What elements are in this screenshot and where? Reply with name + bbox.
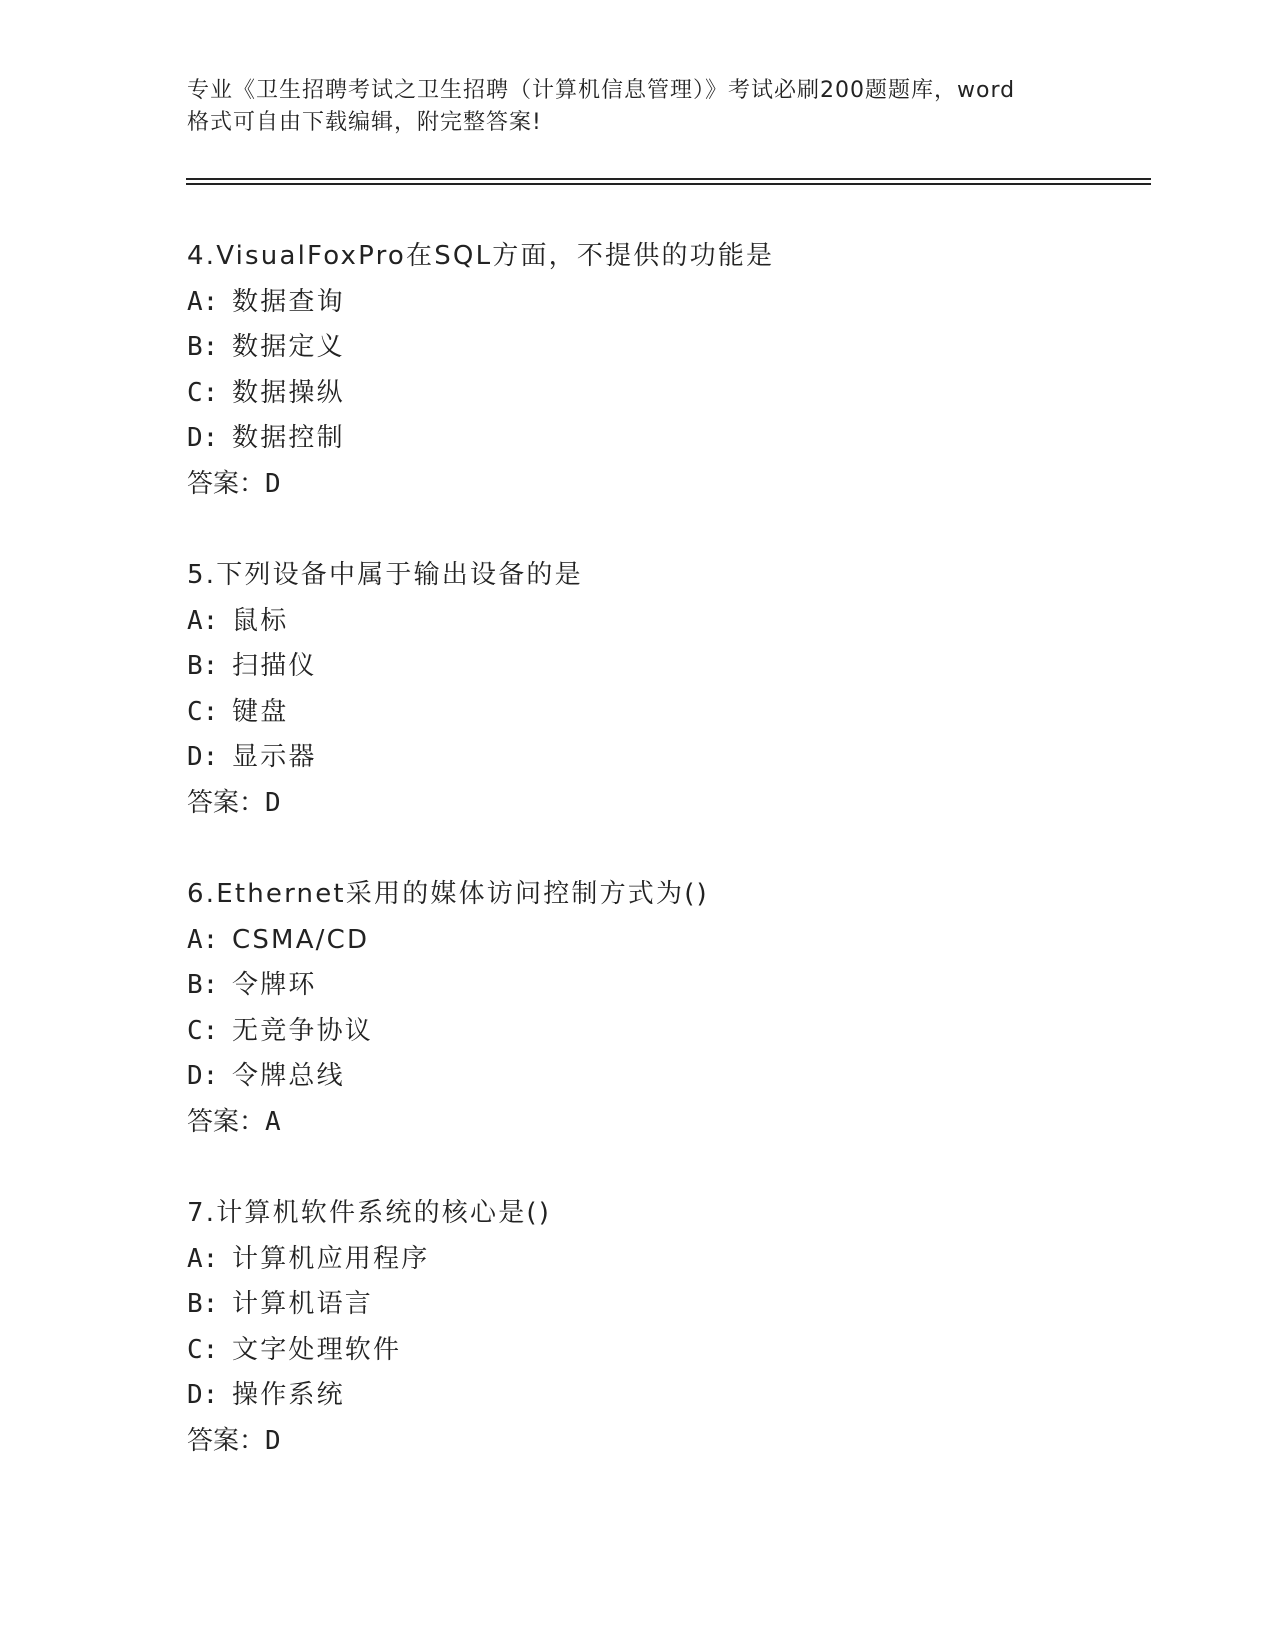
option-c xyxy=(187,690,1187,736)
option-b xyxy=(187,325,1187,371)
question-block xyxy=(187,553,1187,826)
option-c xyxy=(187,371,1187,417)
option-text: 鼠标 xyxy=(232,605,289,636)
option-key: B: xyxy=(187,1289,219,1319)
document-header xyxy=(187,75,1087,139)
option-key: C: xyxy=(187,377,219,408)
option-d xyxy=(187,1054,1187,1100)
option-a xyxy=(187,280,1187,326)
option-text: 无竞争协议 xyxy=(232,1015,374,1046)
option-key: B: xyxy=(187,970,219,1000)
option-c xyxy=(187,1009,1187,1055)
option-text: 键盘 xyxy=(232,696,289,727)
option-key: C: xyxy=(187,1015,219,1046)
option-key: D: xyxy=(187,423,219,453)
header-line-2: 格式可自由下载编辑，附完整答案! xyxy=(187,110,542,135)
answer-line xyxy=(187,1419,1187,1465)
option-key: D: xyxy=(187,742,219,772)
option-text: 显示器 xyxy=(232,742,317,772)
option-text: CSMA/CD xyxy=(232,924,370,955)
option-key: A: xyxy=(187,1243,219,1274)
header-divider-top xyxy=(186,178,1151,180)
option-b xyxy=(187,963,1187,1009)
answer-label: 答案： xyxy=(187,1425,266,1456)
option-text: 令牌总线 xyxy=(232,1061,345,1091)
option-key: A: xyxy=(187,286,219,317)
option-text: 数据查询 xyxy=(232,286,345,317)
option-text: 操作系统 xyxy=(232,1380,345,1410)
question-block xyxy=(187,234,1187,507)
option-d xyxy=(187,416,1187,462)
option-key: B: xyxy=(187,651,219,681)
option-key: D: xyxy=(187,1061,219,1091)
answer-label: 答案： xyxy=(187,1106,266,1137)
question-text: 7.计算机软件系统的核心是() xyxy=(187,1198,552,1228)
answer-label: 答案： xyxy=(187,787,266,818)
question-block xyxy=(187,872,1187,1145)
answer-line xyxy=(187,462,1187,508)
header-line-1: 专业《卫生招聘考试之卫生招聘（计算机信息管理）》考试必刷200题题库，word xyxy=(187,78,1016,103)
option-d xyxy=(187,1373,1187,1419)
option-text: 数据定义 xyxy=(232,332,345,362)
question-text: 5.下列设备中属于输出设备的是 xyxy=(187,560,583,590)
answer-value: D xyxy=(265,1425,281,1456)
option-d xyxy=(187,735,1187,781)
question-block xyxy=(187,1191,1187,1464)
option-text: 计算机语言 xyxy=(232,1289,374,1319)
option-text: 文字处理软件 xyxy=(232,1334,402,1365)
answer-line xyxy=(187,1100,1187,1146)
option-key: C: xyxy=(187,696,219,727)
option-a xyxy=(187,918,1187,964)
option-key: C: xyxy=(187,1334,219,1365)
option-text: 计算机应用程序 xyxy=(232,1243,430,1274)
question-text: 6.Ethernet采用的媒体访问控制方式为() xyxy=(187,879,709,909)
answer-value: D xyxy=(265,468,281,499)
option-a xyxy=(187,1237,1187,1283)
option-text: 数据操纵 xyxy=(232,377,345,408)
option-b xyxy=(187,644,1187,690)
answer-label: 答案： xyxy=(187,468,266,499)
option-key: D: xyxy=(187,1380,219,1410)
option-key: A: xyxy=(187,605,219,636)
option-a xyxy=(187,599,1187,645)
option-key: B: xyxy=(187,332,219,362)
option-key: A: xyxy=(187,924,219,955)
option-text: 扫描仪 xyxy=(232,651,317,681)
answer-value: D xyxy=(265,787,281,818)
option-text: 数据控制 xyxy=(232,423,345,453)
answer-line xyxy=(187,781,1187,827)
header-divider-bottom xyxy=(186,183,1151,185)
option-text: 令牌环 xyxy=(232,970,317,1000)
answer-value: A xyxy=(265,1106,281,1137)
question-text: 4.VisualFoxPro在SQL方面，不提供的功能是 xyxy=(187,241,775,271)
option-b xyxy=(187,1282,1187,1328)
option-c xyxy=(187,1328,1187,1374)
